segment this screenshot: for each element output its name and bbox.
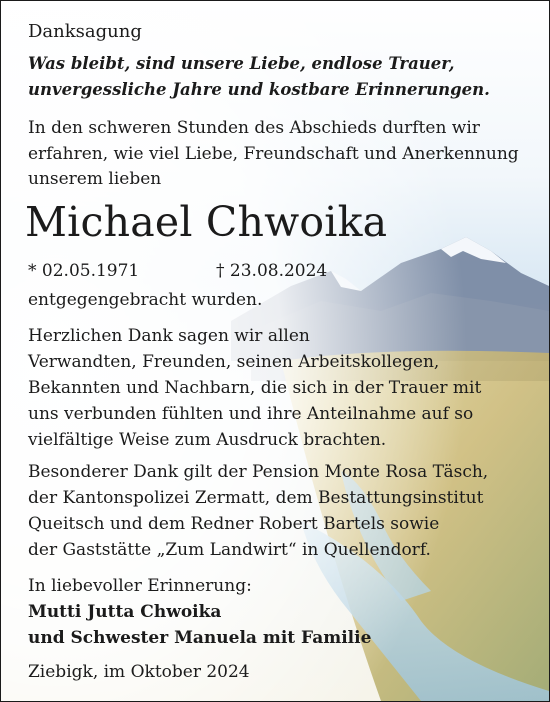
thanks-line-5: vielfältige Weise zum Ausdruck brachten. [28,430,387,450]
intro-line-3: unserem lieben [28,169,162,189]
special-thanks-line-4: der Gaststätte „Zum Landwirt“ in Quellendorf. [28,540,431,560]
life-dates [28,260,327,282]
intro-line-2: erfahren, wie viel Liebe, Freundschaft und Anerkennung [28,144,519,164]
deceased-name: Michael Chwoika [25,198,388,246]
obituary-text [1,1,549,701]
heading: Danksagung [28,21,142,42]
special-thanks-line-1: Besonderer Dank gilt der Pension Monte Rosa Täsch, [28,462,489,482]
thanks-line-4: uns verbunden fühlten und ihre Anteilnahme auf so [28,404,474,424]
death-date: † 23.08.2024 [216,261,328,281]
thanks-line-3: Bekannten und Nachbarn, die sich in der Trauer mit [28,378,482,398]
closing-line: In liebevoller Erinnerung: [28,576,252,596]
intro-line-1: In den schweren Stunden des Abschieds durften wir [28,118,480,138]
place-date: Ziebigk, im Oktober 2024 [28,662,250,682]
special-thanks-line-2: der Kantonspolizei Zermatt, dem Bestattungsinstitut [28,488,484,508]
special-thanks-line-3: Queitsch und dem Redner Robert Bartels sowie [28,514,440,534]
after-name-line: entgegengebracht wurden. [28,290,263,310]
quote-line-2: unvergessliche Jahre und kostbare Erinnerungen. [28,80,490,99]
signatory-line-1: Mutti Jutta Chwoika [28,602,222,622]
quote-line-1: Was bleibt, sind unsere Liebe, endlose Trauer, [28,54,455,73]
signatory-line-2: und Schwester Manuela mit Familie [28,628,372,648]
birth-date: * 02.05.1971 [28,261,140,281]
thanks-line-2: Verwandten, Freunden, seinen Arbeitskollegen, [28,352,440,372]
thanks-line-1: Herzlichen Dank sagen wir allen [28,326,310,346]
